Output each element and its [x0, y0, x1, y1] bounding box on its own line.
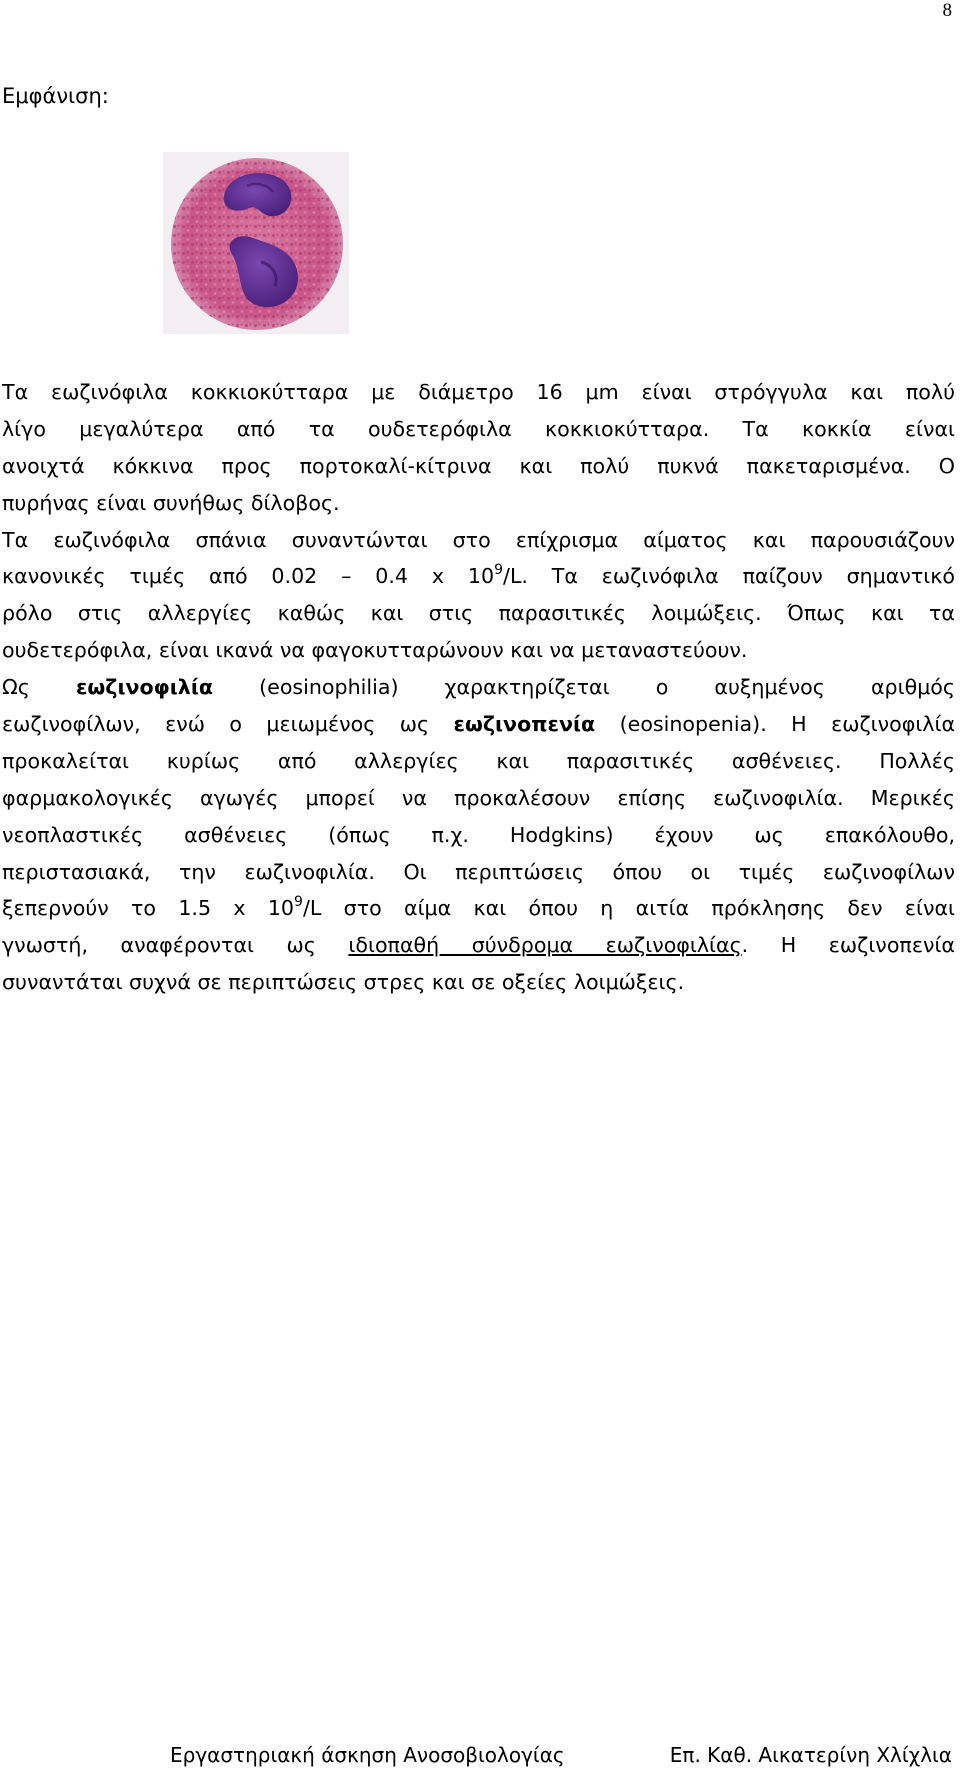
eosinophil-cell-icon [163, 152, 349, 334]
text-segment: εωζινοφίλων, ενώ ο μειωμένος ως [2, 712, 430, 737]
text-line [2, 927, 955, 964]
text-line: πυρήνας είναι συνήθως δίλοβος. [2, 490, 340, 515]
text-line: ουδετερόφιλα, είναι ικανά να φαγοκυτταρώνουν και να μεταναστεύουν. [2, 638, 748, 663]
text-segment: κανονικές τιμές από 0.02 – 0.4 x 10 [2, 564, 495, 589]
page-number: 8 [942, 0, 952, 21]
text-line: λίγο μεγαλύτερα από τα ουδετερόφιλα κοκκιοκύτταρα. Τα κοκκία είναι [2, 416, 955, 441]
text-segment: . Η εωζινοπενία [741, 933, 955, 958]
text-line: Τα εωζινόφιλα κοκκιοκύτταρα με διάμετρο 16 μm είναι στρόγγυλα και πολύ [2, 380, 955, 404]
text-segment: (eosinopenia). Η εωζινοφιλία [619, 712, 956, 737]
text-line: Τα εωζινόφιλα σπάνια συναντώνται στο επίχρισμα αίματος και παρουσιάζουν [2, 527, 955, 552]
text-segment: (eosinophilia) χαρακτηρίζεται ο αυξημένος αριθμός [259, 675, 955, 700]
text-segment: γνωστή, αναφέρονται ως [2, 933, 316, 958]
text-line: περιστασιακά, την εωζινοφιλία. Οι περιπτώσεις όπου οι τιμές εωζινοφίλων [2, 859, 955, 884]
text-line [2, 890, 955, 927]
text-line [2, 669, 955, 706]
text-line: νεοπλαστικές ασθένειες (όπως π.χ. Hodgkins) έχουν ως επακόλουθο, [2, 822, 955, 847]
text-segment: ξεπερνούν το 1.5 x 10 [2, 896, 295, 921]
text-line: φαρμακολογικές αγωγές μπορεί να προκαλέσουν επίσης εωζινοφιλία. Μερικές [2, 785, 955, 810]
text-line [2, 558, 955, 595]
text-line: συναντάται συχνά σε περιπτώσεις στρες και σε οξείες λοιμώξεις. [2, 970, 685, 995]
text-line [2, 706, 955, 743]
underlined-term: ιδιοπαθή σύνδρομα εωζινοφιλίας [348, 933, 742, 958]
text-line: προκαλείται κυρίως από αλλεργίες και παρασιτικές ασθένειες. Πολλές [2, 748, 955, 773]
term-eosinopenia: εωζινοπενία [453, 712, 596, 737]
text-line: ρόλο στις αλλεργίες καθώς και στις παρασιτικές λοιμώξεις. Όπως και τα [2, 601, 955, 626]
text-segment: /L στο αίμα και όπου η αιτία πρόκλησης δεν είναι [302, 896, 955, 921]
text-segment: Ως [2, 675, 30, 700]
text-segment: /L. Τα εωζινόφιλα παίζουν σημαντικό [503, 564, 955, 589]
body-paragraph [2, 374, 955, 1001]
footer-course-title: Εργαστηριακή άσκηση Ανοσοβιολογίας [170, 1743, 565, 1767]
superscript: 9 [294, 894, 303, 911]
term-eosinophilia: εωζινοφιλία [75, 675, 214, 700]
eosinophil-micrograph [163, 152, 349, 334]
section-heading: Εμφάνιση: [2, 84, 109, 108]
footer-author: Επ. Καθ. Αικατερίνη Χλίχλια [669, 1743, 952, 1767]
text-line: ανοιχτά κόκκινα προς πορτοκαλί-κίτρινα και πολύ πυκνά πακεταρισμένα. Ο [2, 453, 955, 478]
superscript: 9 [494, 562, 503, 579]
